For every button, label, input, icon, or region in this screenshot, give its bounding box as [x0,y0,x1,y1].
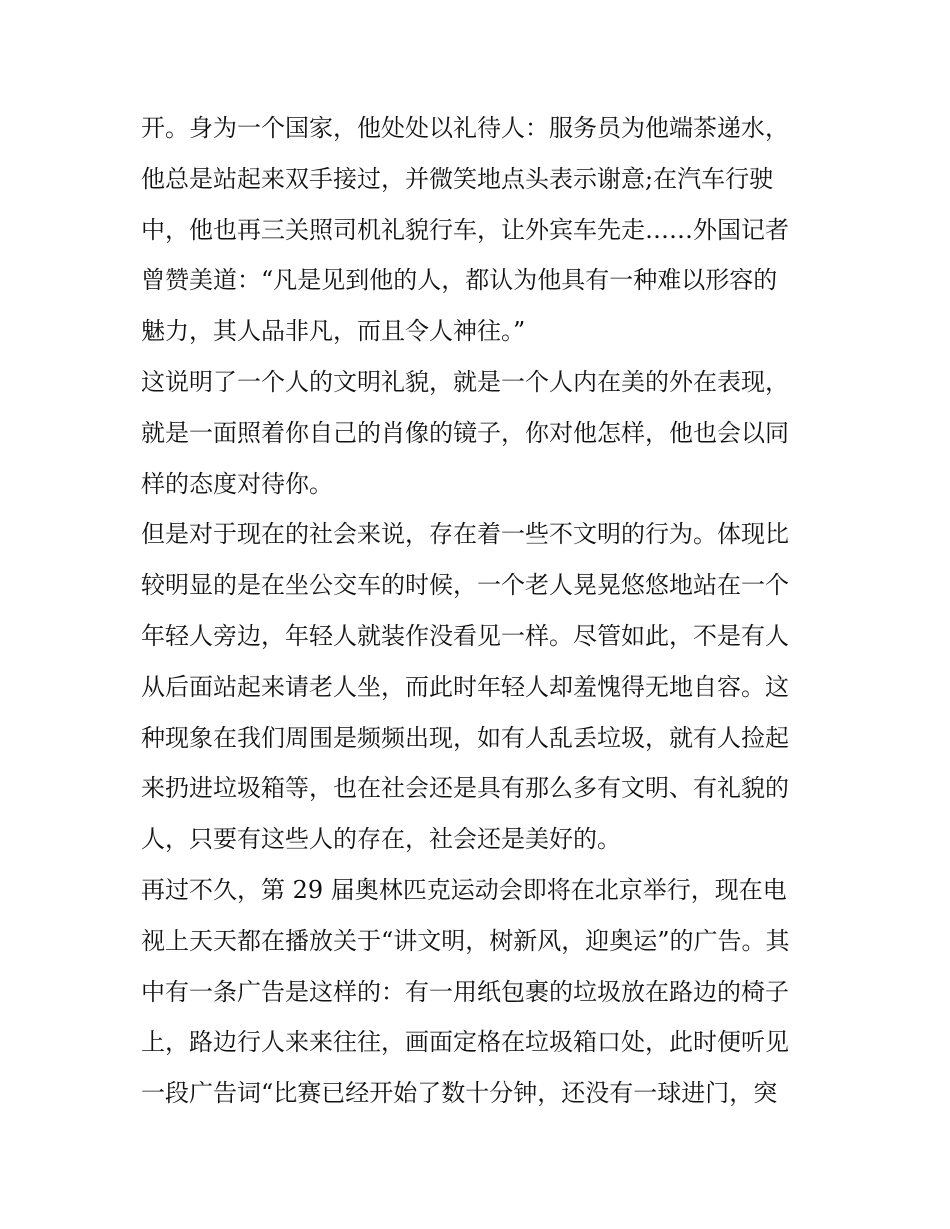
text-line: 中有一条广告是这样的：有一用纸包裹的垃圾放在路边的椅子 [141,977,789,1006]
text-line: 上，路边行人来来往往，画面定格在垃圾箱口处，此时便听见 [141,1028,789,1057]
text-line: 从后面站起来请老人坐，而此时年轻人却羞愧得无地自容。这 [141,672,789,701]
text-line: 这说明了一个人的文明礼貌，就是一个人内在美的外在表现， [141,367,789,396]
text-line: 人，只要有这些人的存在，社会还是美好的。 [141,825,621,854]
body-text [141,103,821,1119]
text-line: 来扔进垃圾箱等，也在社会还是具有那么多有文明、有礼貌的 [141,774,789,803]
text-line: 他总是站起来双手接过，并微笑地点头表示谢意;在汽车行驶 [141,164,774,193]
text-line: 一段广告词“比赛已经开始了数十分钟，还没有一球进门，突 [141,1079,778,1108]
text-line: 种现象在我们周围是频频出现，如有人乱丢垃圾，就有人捡起 [141,723,789,752]
text-line: 但是对于现在的社会来说，存在着一些不文明的行为。体现比 [141,520,789,549]
text-line: 样的态度对待你。 [141,469,333,498]
text-line: 较明显的是在坐公交车的时候，一个老人晃晃悠悠地站在一个 [141,571,789,600]
text-line: 视上天天都在播放关于“讲文明，树新风，迎奥运”的广告。其 [141,926,790,955]
text-line: 魅力，其人品非凡，而且令人神往。” [141,317,526,346]
text-line: 年轻人旁边，年轻人就装作没看见一样。尽管如此，不是有人 [141,621,789,650]
text-line: 中，他也再三关照司机礼貌行车，让外宾车先走……外国记者 [141,215,789,244]
text-line: 就是一面照着你自己的肖像的镜子，你对他怎样，他也会以同 [141,418,789,447]
text-line: 开。身为一个国家，他处处以礼待人：服务员为他端茶递水， [141,114,789,142]
text-line: 曾赞美道：“凡是见到他的人，都认为他具有一种难以形容的 [141,266,778,295]
text-line: 再过不久，第 29 届奥林匹克运动会即将在北京举行，现在电 [141,875,787,904]
